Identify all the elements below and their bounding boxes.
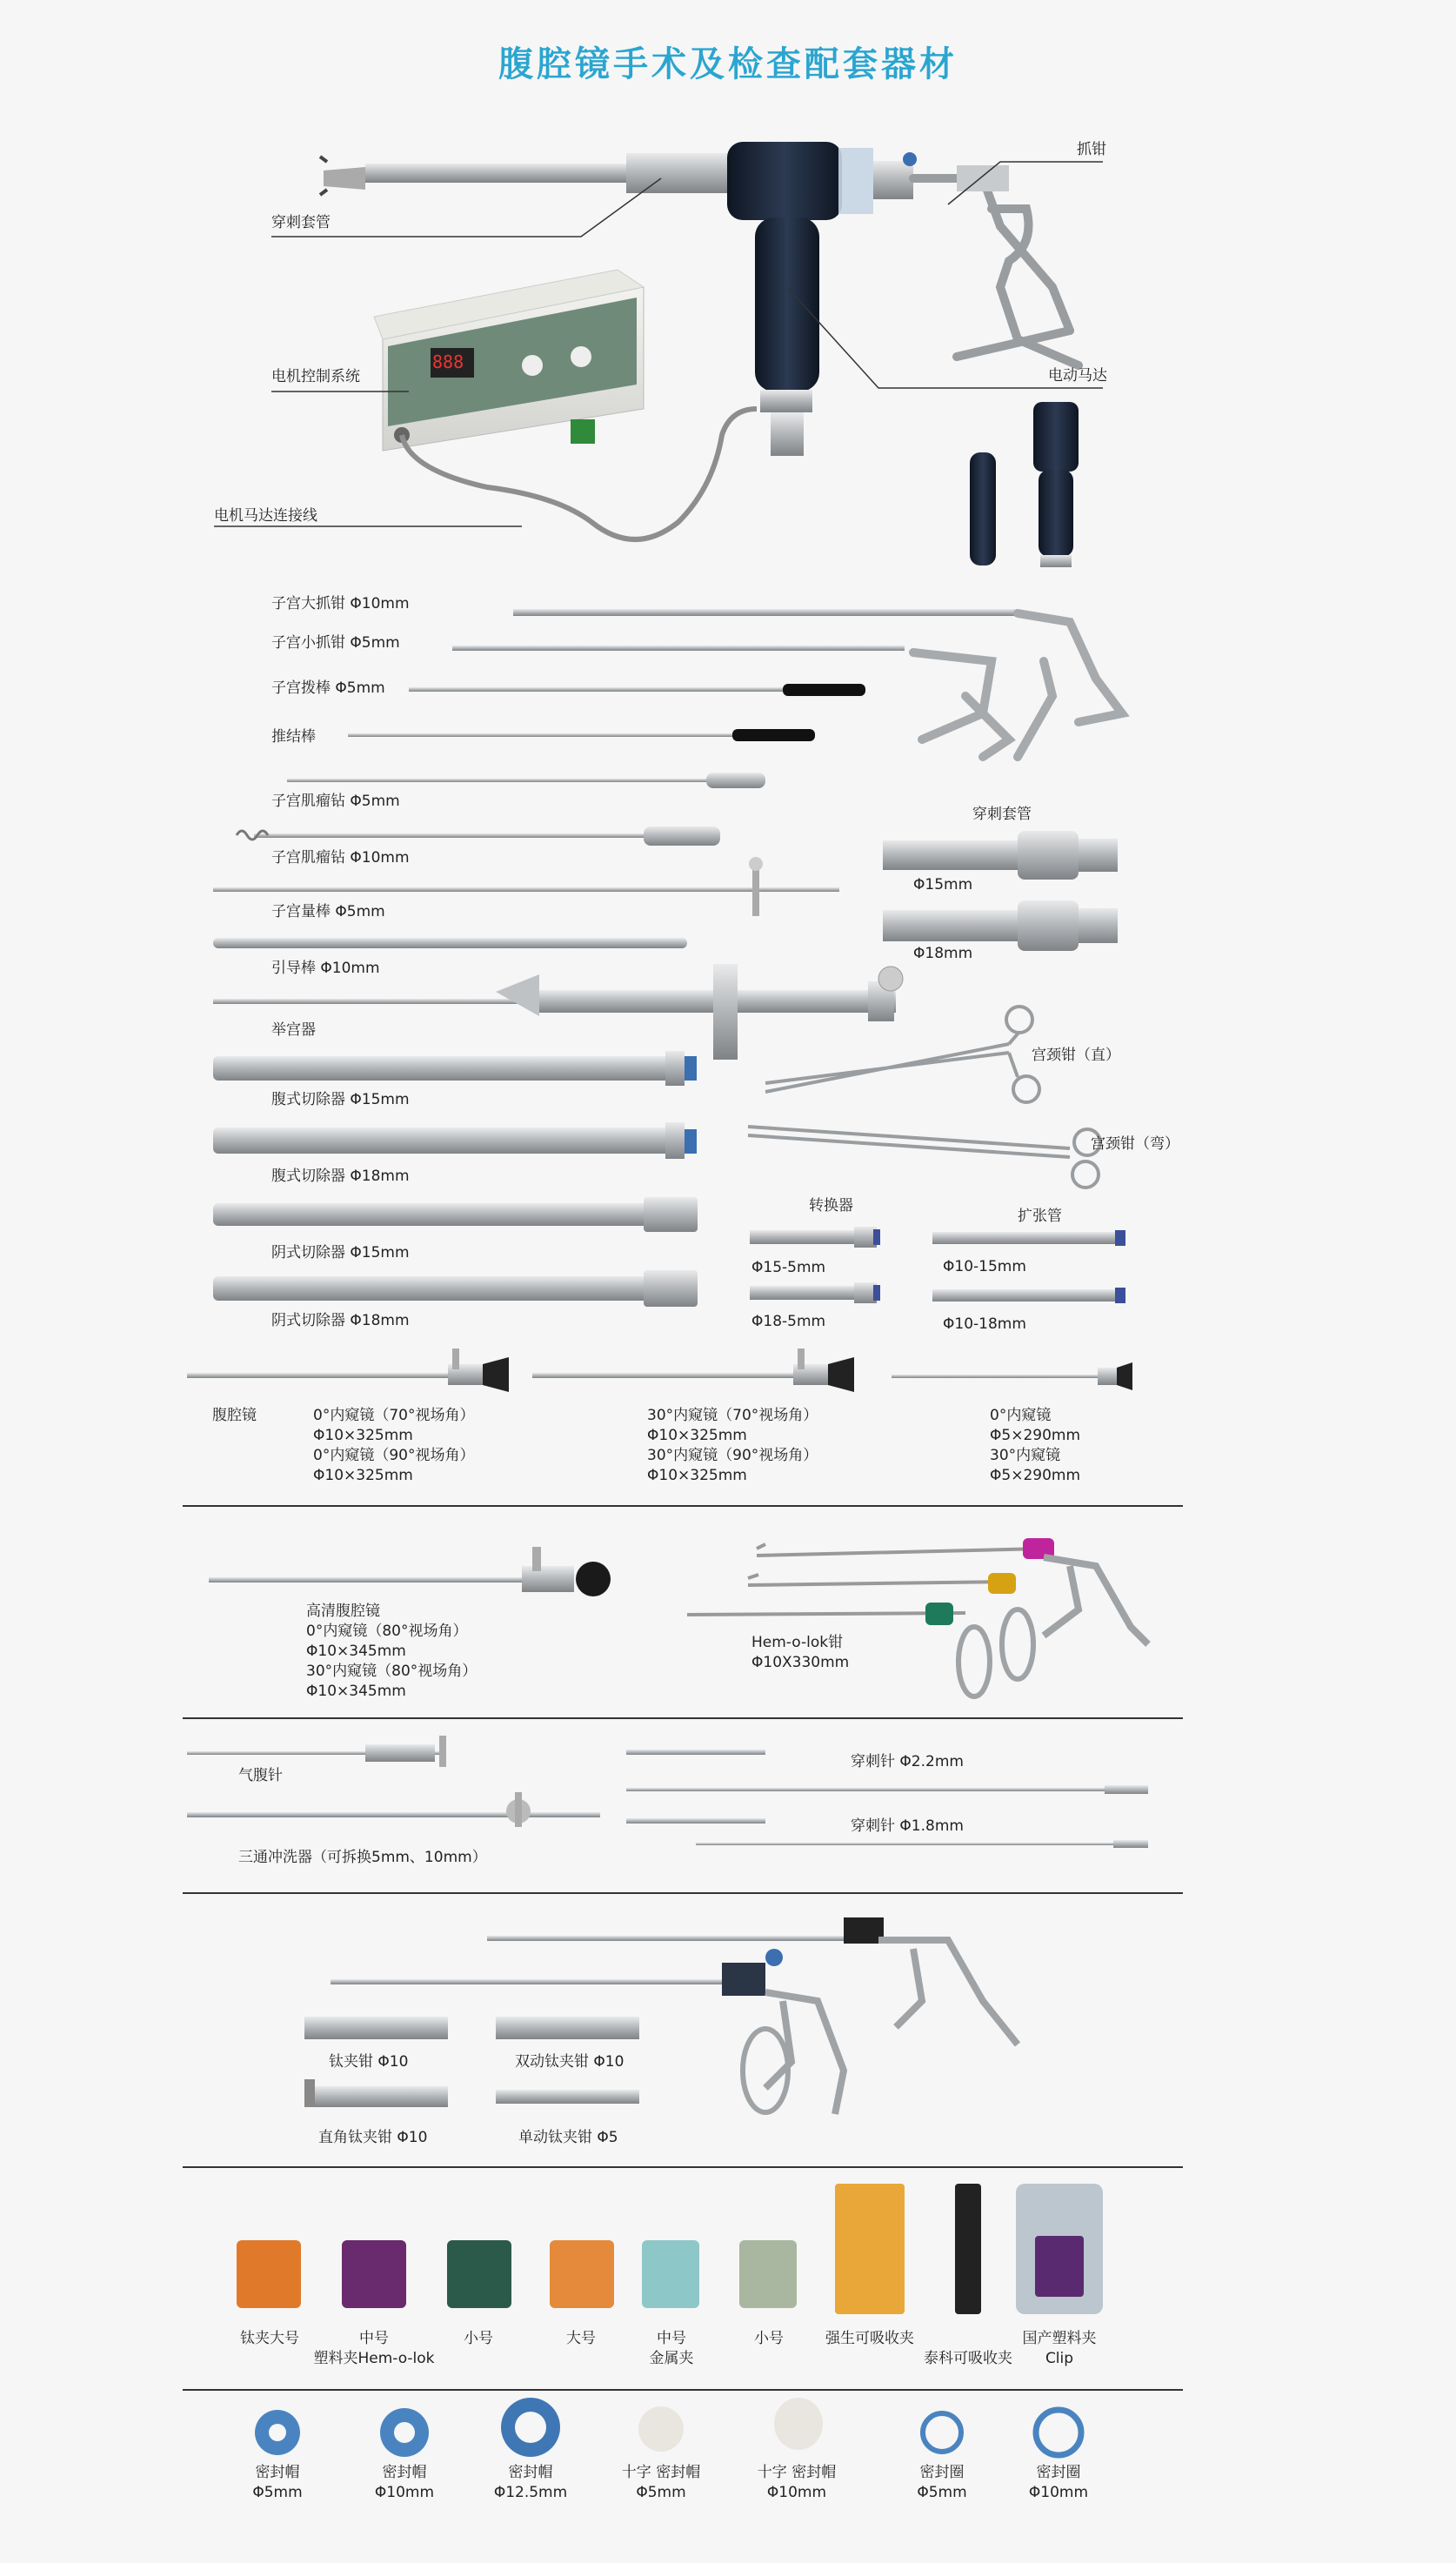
myoma-drill-5-label: 子宫肌瘤钻 Φ5mm [271,793,400,810]
dil-10-15-label: Φ10-15mm [943,1258,1026,1275]
motor-controller-image [374,270,644,451]
trocar-15-label: Φ15mm [913,876,973,893]
myoma-drill-10-label: 子宫肌瘤钻 Φ10mm [271,849,410,867]
converter-label: 转换器 [809,1197,853,1215]
clip-2-label: 中号 塑料夹Hem-o-lok [313,2330,435,2367]
divider-5 [183,2389,1183,2391]
motor-control-label: 电机控制系统 [271,368,360,385]
right-angle-label: 直角钛夹钳 Φ10 [318,2129,428,2146]
scope-col1-line4: Φ10×325mm [313,1467,413,1484]
seal-4-label: 十字 密封帽 Φ5mm [621,2464,701,2501]
conv-15-5-label: Φ15-5mm [751,1259,826,1276]
irrigator-label: 三通冲洗器（可拆换5mm、10mm） [238,1849,487,1866]
uterine-large-grasper-label: 子宫大抓钳 Φ10mm [271,595,410,612]
grasper-handle-image [913,165,1079,365]
clip-9-label: 国产塑料夹 Clip [1022,2330,1097,2367]
divider-4 [183,2166,1183,2168]
conv-18-5-label: Φ18-5mm [751,1313,826,1330]
controller-display: 888 [432,351,464,372]
motor-cable-label: 电机马达连接线 [214,507,317,525]
scope-col2-line3: 30°内窥镜（90°视场角） [647,1447,818,1464]
knot-pusher-label: 推结棒 [271,728,316,746]
uterine-graspers-image [287,609,1122,788]
hem-o-lok-applier-image [687,1538,1148,1696]
uterine-small-grasper-label: 子宫小抓钳 Φ5mm [271,634,400,652]
clip-8-label: 泰科可吸收夹 [924,2350,1012,2367]
hd-line3: Φ10×345mm [306,1643,406,1660]
scope-col1-line1: 0°内窥镜（70°视场角） [313,1407,475,1424]
motor-label: 电动马达 [1048,367,1107,385]
scope-col2-line1: 30°内窥镜（70°视场角） [647,1407,818,1424]
clip-cartridges-image [237,2184,1103,2314]
seal-6-label: 密封圈 Φ5mm [917,2464,967,2501]
trocar-sleeve-image [320,153,731,195]
scope-col3-line4: Φ5×290mm [990,1467,1081,1484]
dil-10-18-label: Φ10-18mm [943,1315,1026,1333]
clip-5-label: 中号 金属夹 [649,2330,694,2367]
dilator-label: 扩张管 [1018,1208,1062,1225]
uterine-manipulator-label: 举宫器 [271,1021,316,1039]
seal-caps-image [255,2398,1081,2457]
scope-col3-line3: 30°内窥镜 [990,1447,1061,1464]
seal-3-label: 密封帽 Φ12.5mm [493,2464,568,2501]
clip-4-label: 大号 [566,2330,596,2347]
drills-and-rods-image [213,826,839,948]
page-title: 腹腔镜手术及检查配套器材 [498,44,958,84]
cervical-forceps-image [748,1007,1100,1188]
seal-2-label: 密封帽 Φ10mm [374,2464,435,2501]
seal-5-label: 十字 密封帽 Φ10mm [757,2464,837,2501]
uterine-pull-rod-label: 子宫拨棒 Φ5mm [271,679,385,697]
divider-2 [183,1717,1183,1719]
motor-small-image [970,402,1079,567]
guide-rod-label: 引导棒 Φ10mm [271,960,380,977]
vag-morcellator-18-label: 阴式切除器 Φ18mm [271,1312,410,1329]
scope-col3-line1: 0°内窥镜 [990,1407,1052,1424]
puncture-22-label: 穿刺针 Φ2.2mm [851,1753,964,1770]
laparoscope-label: 腹腔镜 [212,1407,257,1424]
hemolok-size-label: Φ10X330mm [751,1654,850,1671]
scope-col2-line2: Φ10×325mm [647,1427,747,1444]
cervical-curved-label: 宫颈钳（弯） [1091,1135,1179,1153]
puncture-18-label: 穿刺针 Φ1.8mm [851,1817,964,1835]
divider-3 [183,1892,1183,1894]
clip-1-label: 钛夹大号 [240,2330,299,2347]
cervical-straight-label: 宫颈钳（直） [1032,1047,1120,1064]
double-ti-label: 双动钛夹钳 Φ10 [515,2053,624,2071]
scope-col1-line3: 0°内窥镜（90°视场角） [313,1447,475,1464]
single-ti-label: 单动钛夹钳 Φ5 [518,2129,618,2146]
uterine-manipulator-image [213,964,903,1060]
scope-col2-line4: Φ10×325mm [647,1467,747,1484]
seal-1-label: 密封帽 Φ5mm [252,2464,303,2501]
uterine-sound-label: 子宫量棒 Φ5mm [271,903,385,920]
clip-appliers-image [304,1917,1018,2114]
grasper-label: 抓钳 [1077,141,1106,158]
laparoscopes-image [187,1348,1132,1392]
clip-7-label: 强生可吸收夹 [825,2330,914,2347]
trocar-title-label: 穿刺套管 [972,806,1032,823]
clip-3-label: 小号 [464,2330,493,2347]
hd-line2: 0°内窥镜（80°视场角） [306,1623,468,1640]
scope-col1-line2: Φ10×325mm [313,1427,413,1444]
trocar-18-label: Φ18mm [913,945,973,962]
seal-7-label: 密封圈 Φ10mm [1028,2464,1089,2501]
hd-line4: 30°内窥镜（80°视场角） [306,1663,478,1680]
clip-6-label: 小号 [754,2330,784,2347]
hd-line5: Φ10×345mm [306,1683,406,1700]
abd-morcellator-18-label: 腹式切除器 Φ18mm [271,1168,410,1185]
trocar-sleeve-label: 穿刺套管 [271,214,331,231]
hemolok-name-label: Hem-o-lok钳 [751,1634,844,1651]
ti-clip-label: 钛夹钳 Φ10 [329,2053,409,2071]
hd-line1: 高清腹腔镜 [306,1603,380,1620]
veress-label: 气腹针 [238,1767,283,1784]
vag-morcellator-15-label: 阴式切除器 Φ15mm [271,1244,410,1261]
divider-1 [183,1505,1183,1507]
abd-morcellator-15-label: 腹式切除器 Φ15mm [271,1091,410,1108]
hd-laparoscope-image [209,1547,611,1596]
scope-col3-line2: Φ5×290mm [990,1427,1081,1444]
